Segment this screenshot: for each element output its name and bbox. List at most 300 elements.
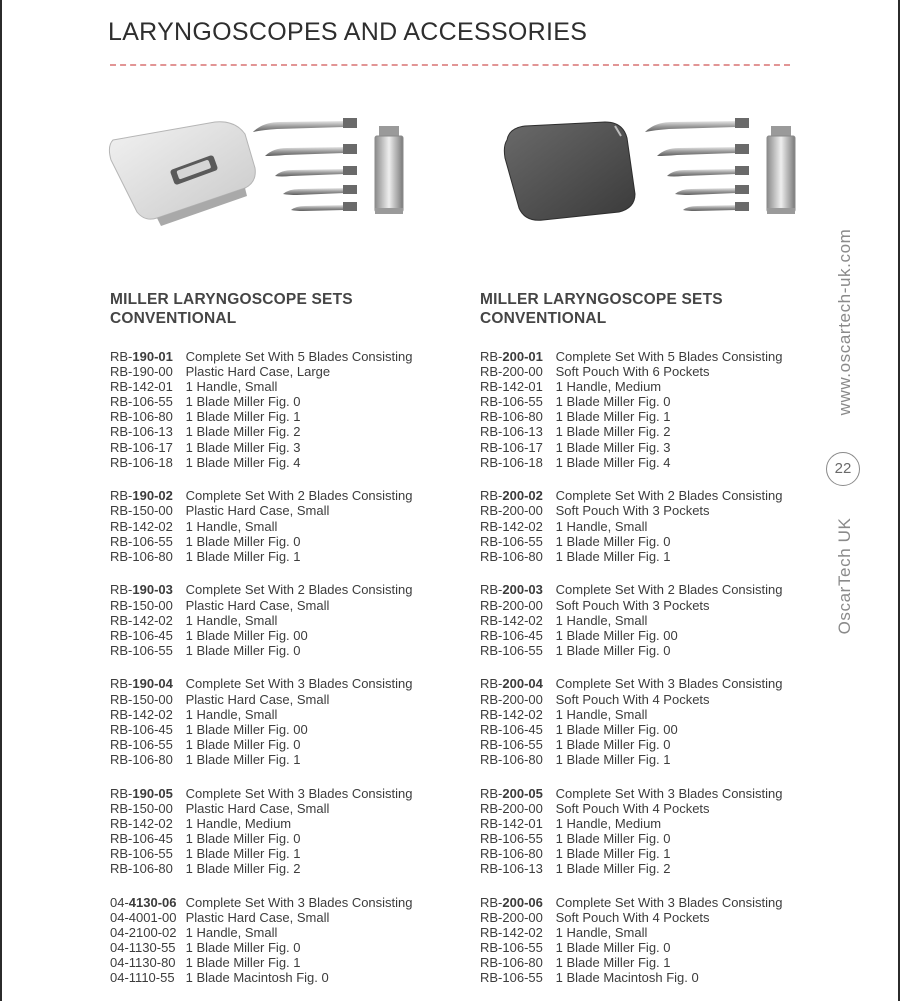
product-code <box>480 534 552 549</box>
code-prefix: RB-142-02 <box>110 706 173 722</box>
code-prefix: RB-150-00 <box>110 800 173 816</box>
set-item-row <box>480 364 840 379</box>
product-set <box>110 786 470 877</box>
code-number: 190-05 <box>132 785 173 801</box>
code-prefix: RB-106-80 <box>480 955 543 971</box>
product-code <box>110 816 182 831</box>
product-description: Complete Set With 3 Blades Consisting <box>185 785 413 801</box>
product-description: Plastic Hard Case, Small <box>185 691 330 707</box>
product-code <box>480 925 552 940</box>
product-description: 1 Blade Miller Fig. 0 <box>555 830 671 846</box>
code-prefix: RB-106-13 <box>480 424 543 440</box>
product-description: 1 Blade Miller Fig. 1 <box>185 751 301 767</box>
code-prefix: RB-106-80 <box>480 548 543 564</box>
product-description: Complete Set With 2 Blades Consisting <box>555 582 783 598</box>
product-code <box>480 598 552 613</box>
set-item-row <box>110 549 470 564</box>
set-item-row <box>480 801 840 816</box>
section-heading <box>480 290 840 328</box>
code-prefix: RB- <box>110 785 133 801</box>
product-code <box>110 643 182 658</box>
code-prefix: RB- <box>110 488 133 504</box>
code-prefix: RB-106-55 <box>480 394 543 410</box>
product-code <box>480 503 552 518</box>
code-number: 200-03 <box>502 582 543 598</box>
code-prefix: RB-106-45 <box>480 627 543 643</box>
product-description: 1 Blade Miller Fig. 00 <box>185 627 308 643</box>
product-code <box>480 895 552 910</box>
product-description: 1 Handle, Medium <box>555 815 662 831</box>
product-code <box>110 722 182 737</box>
code-prefix: RB-106-55 <box>110 394 173 410</box>
set-item-row <box>480 955 840 970</box>
code-prefix: RB-106-55 <box>480 940 543 956</box>
set-item-row <box>110 613 470 628</box>
hard-case-set-image <box>105 100 425 230</box>
product-code <box>110 752 182 767</box>
product-description: 1 Blade Miller Fig. 1 <box>555 409 671 425</box>
set-item-row <box>480 534 840 549</box>
set-item-row <box>480 861 840 876</box>
product-description: Plastic Hard Case, Small <box>185 597 330 613</box>
set-item-row <box>110 816 470 831</box>
product-description: 1 Blade Miller Fig. 3 <box>555 439 671 455</box>
code-number: 190-04 <box>132 676 173 692</box>
product-description: Soft Pouch With 4 Pockets <box>555 691 710 707</box>
product-description: 1 Handle, Small <box>555 612 648 628</box>
code-prefix: RB- <box>480 785 503 801</box>
product-description: Soft Pouch With 6 Pockets <box>555 364 710 380</box>
product-description: 1 Blade Miller Fig. 4 <box>555 454 671 470</box>
code-number: 190-03 <box>132 582 173 598</box>
product-code <box>480 910 552 925</box>
code-prefix: RB-142-02 <box>110 518 173 534</box>
set-item-row <box>110 861 470 876</box>
set-title-row <box>480 582 840 597</box>
code-prefix: RB-106-18 <box>110 454 173 470</box>
product-description: 1 Blade Miller Fig. 00 <box>555 721 678 737</box>
product-code <box>110 801 182 816</box>
product-description: 1 Blade Miller Fig. 3 <box>185 439 301 455</box>
set-list <box>110 349 470 985</box>
product-code <box>480 643 552 658</box>
code-prefix: RB- <box>110 676 133 692</box>
code-prefix: 04-1130-80 <box>110 955 176 971</box>
code-prefix: RB-150-00 <box>110 691 173 707</box>
set-item-row <box>110 831 470 846</box>
product-set <box>110 349 470 470</box>
code-prefix: RB-200-00 <box>480 691 543 707</box>
set-item-row <box>480 613 840 628</box>
product-code <box>480 613 552 628</box>
code-prefix: RB-200-00 <box>480 503 543 519</box>
code-prefix: RB- <box>480 488 503 504</box>
set-item-row <box>110 722 470 737</box>
brand-name: OscarTech UK <box>835 517 854 635</box>
product-description: 1 Handle, Small <box>185 518 278 534</box>
set-title-row <box>110 786 470 801</box>
product-code <box>110 519 182 534</box>
product-code <box>480 379 552 394</box>
set-item-row <box>110 424 470 439</box>
product-description: 1 Blade Miller Fig. 2 <box>555 861 671 877</box>
page-title: LARYNGOSCOPES AND ACCESSORIES <box>108 18 588 46</box>
product-description: 1 Blade Miller Fig. 1 <box>555 955 671 971</box>
product-description: 1 Blade Miller Fig. 0 <box>555 940 671 956</box>
product-description: Plastic Hard Case, Small <box>185 800 330 816</box>
set-item-row <box>110 598 470 613</box>
code-prefix: RB-150-00 <box>110 597 173 613</box>
code-number: 4130-06 <box>128 894 177 910</box>
product-code <box>110 737 182 752</box>
product-description: 1 Blade Miller Fig. 1 <box>555 548 671 564</box>
hard-case <box>109 122 255 226</box>
set-item-row <box>110 440 470 455</box>
product-code <box>480 737 552 752</box>
code-prefix: 04- <box>110 894 129 910</box>
product-description: 1 Blade Miller Fig. 2 <box>555 424 671 440</box>
code-prefix: RB-106-55 <box>110 846 173 861</box>
product-code <box>480 455 552 470</box>
product-code <box>110 707 182 722</box>
product-description: 1 Blade Macintosh Fig. 0 <box>185 970 329 986</box>
set-item-row <box>110 970 470 985</box>
product-description: 1 Blade Macintosh Fig. 0 <box>555 970 699 986</box>
set-item-row <box>110 503 470 518</box>
code-prefix: RB- <box>480 894 503 910</box>
product-description: Complete Set With 2 Blades Consisting <box>555 488 783 504</box>
set-item-row <box>110 519 470 534</box>
product-code <box>480 692 552 707</box>
set-title-row <box>110 488 470 503</box>
laryngoscope-handle <box>767 126 795 214</box>
product-code <box>480 349 552 364</box>
product-set <box>480 582 840 657</box>
set-item-row <box>480 831 840 846</box>
code-number: 190-01 <box>132 349 173 364</box>
code-prefix: RB-106-45 <box>110 830 173 846</box>
set-item-row <box>110 534 470 549</box>
product-description: Soft Pouch With 3 Pockets <box>555 597 710 613</box>
product-code <box>110 895 182 910</box>
product-description: Complete Set With 2 Blades Consisting <box>185 488 413 504</box>
left-column <box>110 290 470 1004</box>
product-code <box>480 707 552 722</box>
product-set <box>110 676 470 767</box>
product-code <box>480 846 552 861</box>
set-title-row <box>110 349 470 364</box>
product-code <box>110 786 182 801</box>
product-code <box>110 628 182 643</box>
set-item-row <box>110 955 470 970</box>
product-set <box>480 488 840 563</box>
code-prefix: RB-150-00 <box>110 503 173 519</box>
set-item-row <box>480 846 840 861</box>
product-code <box>110 692 182 707</box>
code-prefix: RB-142-02 <box>110 612 173 628</box>
code-prefix: RB-106-80 <box>480 846 543 861</box>
code-prefix: RB-142-02 <box>110 815 173 831</box>
product-description: Complete Set With 3 Blades Consisting <box>555 894 783 910</box>
product-description: Complete Set With 5 Blades Consisting <box>555 349 783 364</box>
product-set <box>480 786 840 877</box>
set-item-row <box>110 379 470 394</box>
code-prefix: RB-106-55 <box>110 642 173 658</box>
product-set <box>110 895 470 986</box>
code-prefix: RB-106-13 <box>480 861 543 877</box>
code-prefix: RB-142-01 <box>480 379 543 395</box>
product-description: 1 Blade Miller Fig. 1 <box>185 955 301 971</box>
code-prefix: RB-106-55 <box>110 736 173 752</box>
product-code <box>480 940 552 955</box>
set-item-row <box>480 379 840 394</box>
code-number: 200-02 <box>502 488 543 504</box>
product-code <box>480 628 552 643</box>
code-prefix: RB- <box>110 582 133 598</box>
code-number: 190-02 <box>132 488 173 504</box>
set-item-row <box>110 925 470 940</box>
product-code <box>480 364 552 379</box>
website-url: www.oscartech-uk.com <box>835 228 854 416</box>
product-code <box>110 846 182 861</box>
code-prefix: RB- <box>110 349 133 364</box>
product-description: Soft Pouch With 3 Pockets <box>555 503 710 519</box>
product-code <box>110 831 182 846</box>
code-prefix: RB-200-00 <box>480 597 543 613</box>
product-code <box>110 613 182 628</box>
product-code <box>110 503 182 518</box>
product-description: 1 Blade Miller Fig. 0 <box>555 642 671 658</box>
set-item-row <box>480 752 840 767</box>
product-description: 1 Blade Miller Fig. 00 <box>185 721 308 737</box>
set-title-row <box>480 488 840 503</box>
code-prefix: RB-106-55 <box>480 533 543 549</box>
set-title-row <box>480 676 840 691</box>
product-code <box>480 786 552 801</box>
code-prefix: RB-106-80 <box>110 751 173 767</box>
code-prefix: RB-142-02 <box>480 612 543 628</box>
product-code <box>110 549 182 564</box>
product-code <box>480 722 552 737</box>
set-title-row <box>110 676 470 691</box>
code-prefix: RB-106-45 <box>480 721 543 737</box>
product-code <box>110 488 182 503</box>
code-prefix: RB-106-80 <box>480 409 543 425</box>
set-item-row <box>480 910 840 925</box>
product-description: Complete Set With 2 Blades Consisting <box>185 582 413 598</box>
product-code <box>110 955 182 970</box>
set-title-row <box>110 895 470 910</box>
set-item-row <box>480 816 840 831</box>
product-code <box>110 424 182 439</box>
product-description: Complete Set With 3 Blades Consisting <box>555 785 783 801</box>
set-item-row <box>480 519 840 534</box>
product-set <box>480 676 840 767</box>
product-code <box>110 598 182 613</box>
set-item-row <box>110 910 470 925</box>
set-item-row <box>480 628 840 643</box>
product-code <box>480 752 552 767</box>
set-item-row <box>110 940 470 955</box>
set-item-row <box>480 455 840 470</box>
set-item-row <box>110 801 470 816</box>
code-prefix: 04-2100-02 <box>110 924 177 940</box>
product-set <box>110 488 470 563</box>
product-code <box>110 394 182 409</box>
product-description: Complete Set With 5 Blades Consisting <box>185 349 413 364</box>
soft-pouch <box>504 122 635 220</box>
code-number: 200-05 <box>502 785 543 801</box>
product-code <box>480 409 552 424</box>
product-description: 1 Handle, Small <box>185 706 278 722</box>
set-item-row <box>480 440 840 455</box>
set-item-row <box>480 394 840 409</box>
code-prefix: RB-142-02 <box>480 924 543 940</box>
product-code <box>480 394 552 409</box>
product-set <box>480 895 840 986</box>
set-item-row <box>480 940 840 955</box>
set-item-row <box>480 970 840 985</box>
code-number: 200-04 <box>502 676 543 692</box>
product-description: Complete Set With 3 Blades Consisting <box>555 676 783 692</box>
product-description: Complete Set With 3 Blades Consisting <box>185 676 413 692</box>
page-number-badge: 22 <box>826 452 860 486</box>
set-item-row <box>110 364 470 379</box>
code-prefix: RB-106-80 <box>110 548 173 564</box>
product-code <box>480 488 552 503</box>
product-description: 1 Handle, Medium <box>185 815 292 831</box>
code-prefix: RB-190-00 <box>110 364 173 380</box>
product-description: 1 Blade Miller Fig. 1 <box>185 409 301 425</box>
product-code <box>110 440 182 455</box>
code-prefix: RB-200-00 <box>480 364 543 380</box>
miller-blades <box>253 118 357 211</box>
product-code <box>110 970 182 985</box>
code-prefix: RB- <box>480 582 503 598</box>
code-prefix: RB-106-17 <box>480 439 543 455</box>
product-description: 1 Blade Miller Fig. 1 <box>555 751 671 767</box>
product-code <box>110 534 182 549</box>
set-item-row <box>480 737 840 752</box>
code-prefix: RB-142-01 <box>110 379 173 395</box>
product-description: 1 Handle, Small <box>555 924 648 940</box>
code-prefix: 04-1110-55 <box>110 970 175 986</box>
code-prefix: 04-1130-55 <box>110 940 176 956</box>
code-number: 200-01 <box>502 349 543 364</box>
product-code <box>110 910 182 925</box>
set-list <box>480 349 840 985</box>
product-description: Complete Set With 3 Blades Consisting <box>185 894 413 910</box>
product-code <box>110 455 182 470</box>
set-item-row <box>480 424 840 439</box>
product-description: 1 Blade Miller Fig. 0 <box>185 642 301 658</box>
code-prefix: RB-106-80 <box>110 409 173 425</box>
product-code <box>110 940 182 955</box>
product-set <box>110 582 470 657</box>
product-description: 1 Handle, Small <box>555 518 648 534</box>
product-code <box>480 816 552 831</box>
product-description: 1 Blade Miller Fig. 0 <box>185 394 301 410</box>
code-prefix: RB- <box>480 349 503 364</box>
product-description: 1 Blade Miller Fig. 1 <box>185 548 301 564</box>
set-item-row <box>480 409 840 424</box>
set-item-row <box>480 722 840 737</box>
product-description: 1 Handle, Small <box>185 379 278 395</box>
product-code <box>480 440 552 455</box>
heading-line: MILLER LARYNGOSCOPE SETS <box>110 291 353 308</box>
code-prefix: RB-106-55 <box>480 830 543 846</box>
code-prefix: RB-200-00 <box>480 909 543 925</box>
product-description: 1 Blade Miller Fig. 4 <box>185 454 301 470</box>
set-item-row <box>110 737 470 752</box>
set-title-row <box>480 895 840 910</box>
page-border-left <box>0 0 2 1001</box>
code-prefix: RB-142-01 <box>480 815 543 831</box>
set-item-row <box>110 707 470 722</box>
code-prefix: RB-106-45 <box>110 627 173 643</box>
product-code <box>480 549 552 564</box>
set-item-row <box>110 394 470 409</box>
product-set <box>480 349 840 470</box>
code-prefix: RB-106-13 <box>110 424 173 440</box>
product-description: 1 Blade Miller Fig. 0 <box>555 736 671 752</box>
product-description: 1 Blade Miller Fig. 1 <box>555 846 671 861</box>
set-item-row <box>110 628 470 643</box>
product-code <box>480 861 552 876</box>
set-item-row <box>480 598 840 613</box>
product-code <box>480 519 552 534</box>
product-description: Soft Pouch With 4 Pockets <box>555 909 710 925</box>
set-item-row <box>110 643 470 658</box>
product-description: 1 Blade Miller Fig. 0 <box>555 394 671 410</box>
product-description: 1 Blade Miller Fig. 0 <box>185 830 301 846</box>
product-description: 1 Blade Miller Fig. 2 <box>185 424 301 440</box>
code-prefix: RB-106-80 <box>110 861 173 877</box>
set-item-row <box>480 925 840 940</box>
product-description: 1 Blade Miller Fig. 0 <box>185 736 301 752</box>
set-title-row <box>480 786 840 801</box>
code-prefix: RB-142-02 <box>480 706 543 722</box>
code-number: 200-06 <box>502 894 543 910</box>
miller-blades <box>645 118 749 211</box>
set-item-row <box>480 692 840 707</box>
code-prefix: RB-106-55 <box>480 736 543 752</box>
product-description: 1 Handle, Small <box>185 924 278 940</box>
code-prefix: RB-106-80 <box>480 751 543 767</box>
code-prefix: RB-106-45 <box>110 721 173 737</box>
product-code <box>480 831 552 846</box>
sidebar <box>828 200 862 640</box>
product-description: 1 Handle, Medium <box>555 379 662 395</box>
set-item-row <box>110 409 470 424</box>
soft-pouch-set-image <box>495 100 815 230</box>
code-prefix: RB-106-18 <box>480 454 543 470</box>
code-prefix: RB-106-17 <box>110 439 173 455</box>
product-description: Plastic Hard Case, Large <box>185 364 331 380</box>
product-description: 1 Blade Miller Fig. 2 <box>185 861 301 877</box>
product-description: Plastic Hard Case, Small <box>185 503 330 519</box>
set-item-row <box>110 752 470 767</box>
set-item-row <box>480 707 840 722</box>
product-code <box>480 424 552 439</box>
set-item-row <box>110 846 470 861</box>
product-code <box>480 676 552 691</box>
code-prefix: RB-142-02 <box>480 518 543 534</box>
laryngoscope-handle <box>375 126 403 214</box>
section-heading <box>110 290 470 328</box>
code-prefix: RB-106-55 <box>480 970 543 986</box>
set-item-row <box>480 643 840 658</box>
